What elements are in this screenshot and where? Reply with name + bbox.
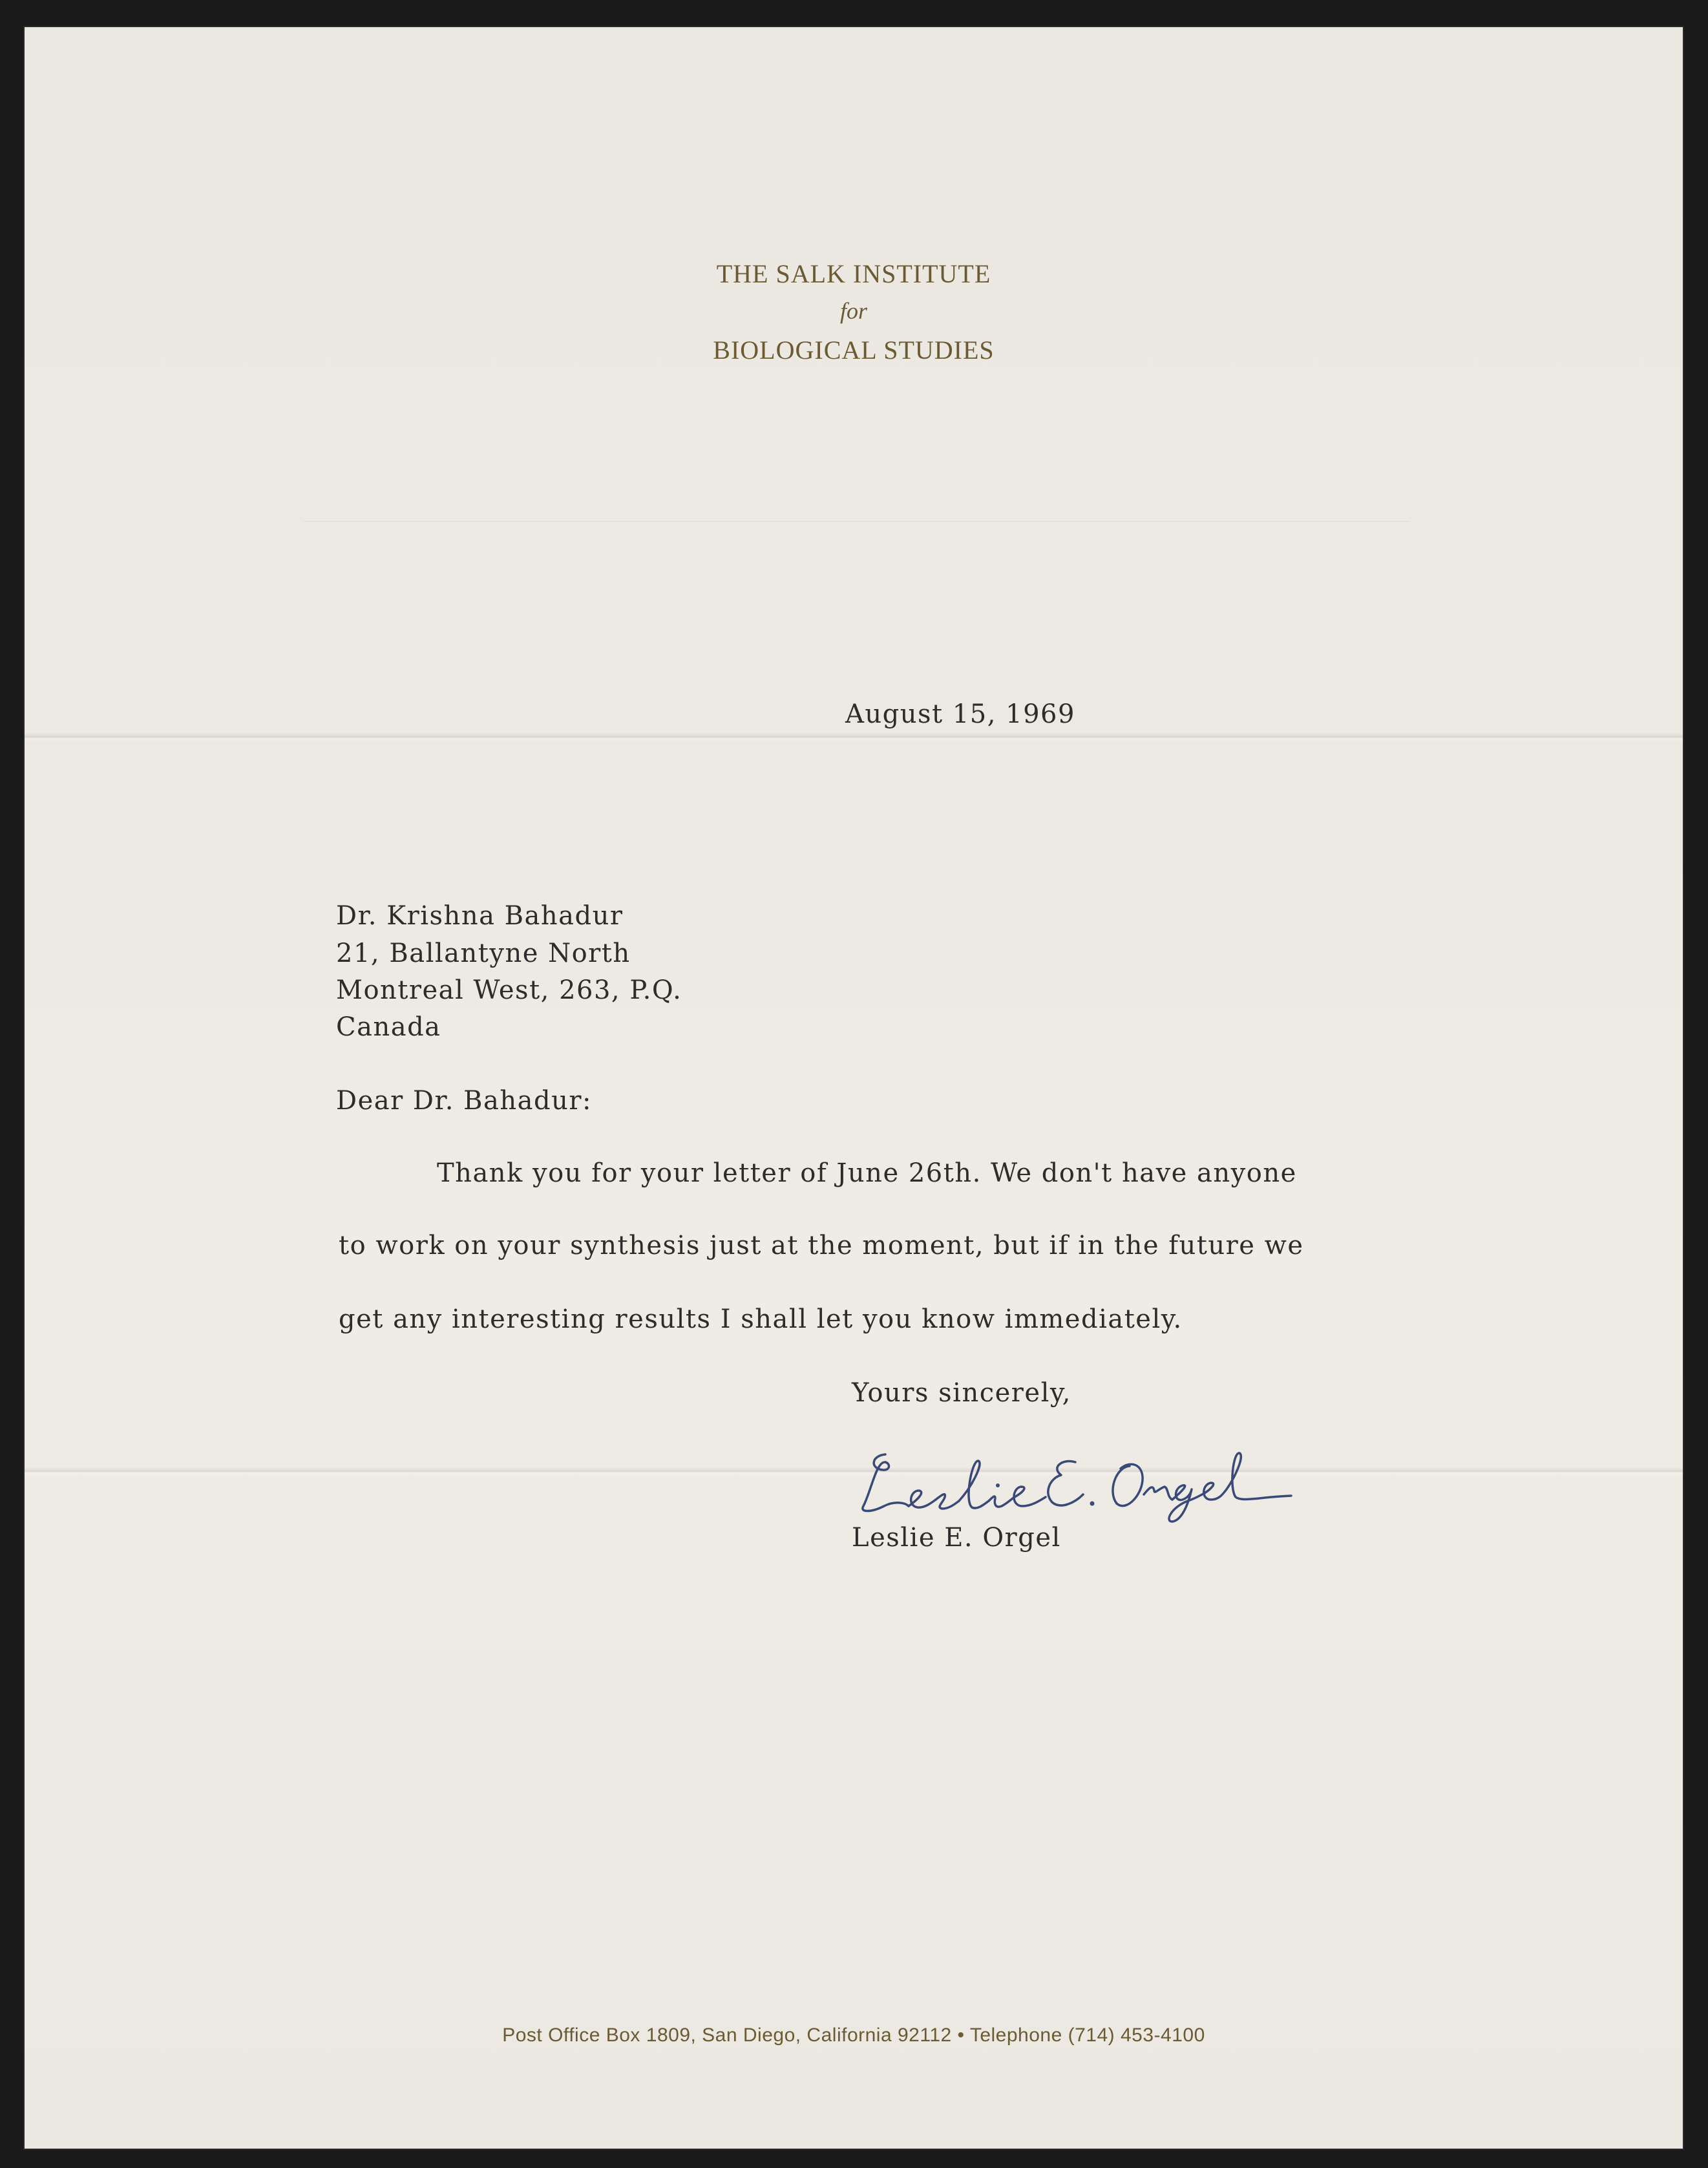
footer-address: Post Office Box 1809, San Diego, California 92112 • Telephone (714) 453-4100 [502,2025,1205,2046]
recipient-city: Montreal West, 263, P.Q. [336,975,682,1005]
salutation: Dear Dr. Bahadur: [336,1086,592,1116]
letterhead-rule [304,520,1410,522]
letterhead-institute: THE SALK INSTITUTE [716,259,991,288]
handwritten-signature [845,1430,1298,1527]
recipient-name: Dr. Krishna Bahadur [336,901,624,931]
letterhead-studies: BIOLOGICAL STUDIES [713,335,995,365]
fold-crease-upper [25,733,1683,742]
letterhead-for: for [839,298,867,324]
letter-date: August 15, 1969 [845,699,1075,729]
letter-page [25,27,1683,2149]
typed-signatory-name: Leslie E. Orgel [852,1523,1061,1553]
closing: Yours sincerely, [852,1378,1071,1408]
body-line: Thank you for your letter of June 26th. We don't have anyone [437,1158,1297,1188]
body-line: get any interesting results I shall let you know immediately. [339,1304,1183,1334]
body-line: to work on your synthesis just at the moment, but if in the future we [339,1231,1304,1260]
recipient-street: 21, Ballantyne North [336,939,631,968]
recipient-country: Canada [336,1012,441,1042]
